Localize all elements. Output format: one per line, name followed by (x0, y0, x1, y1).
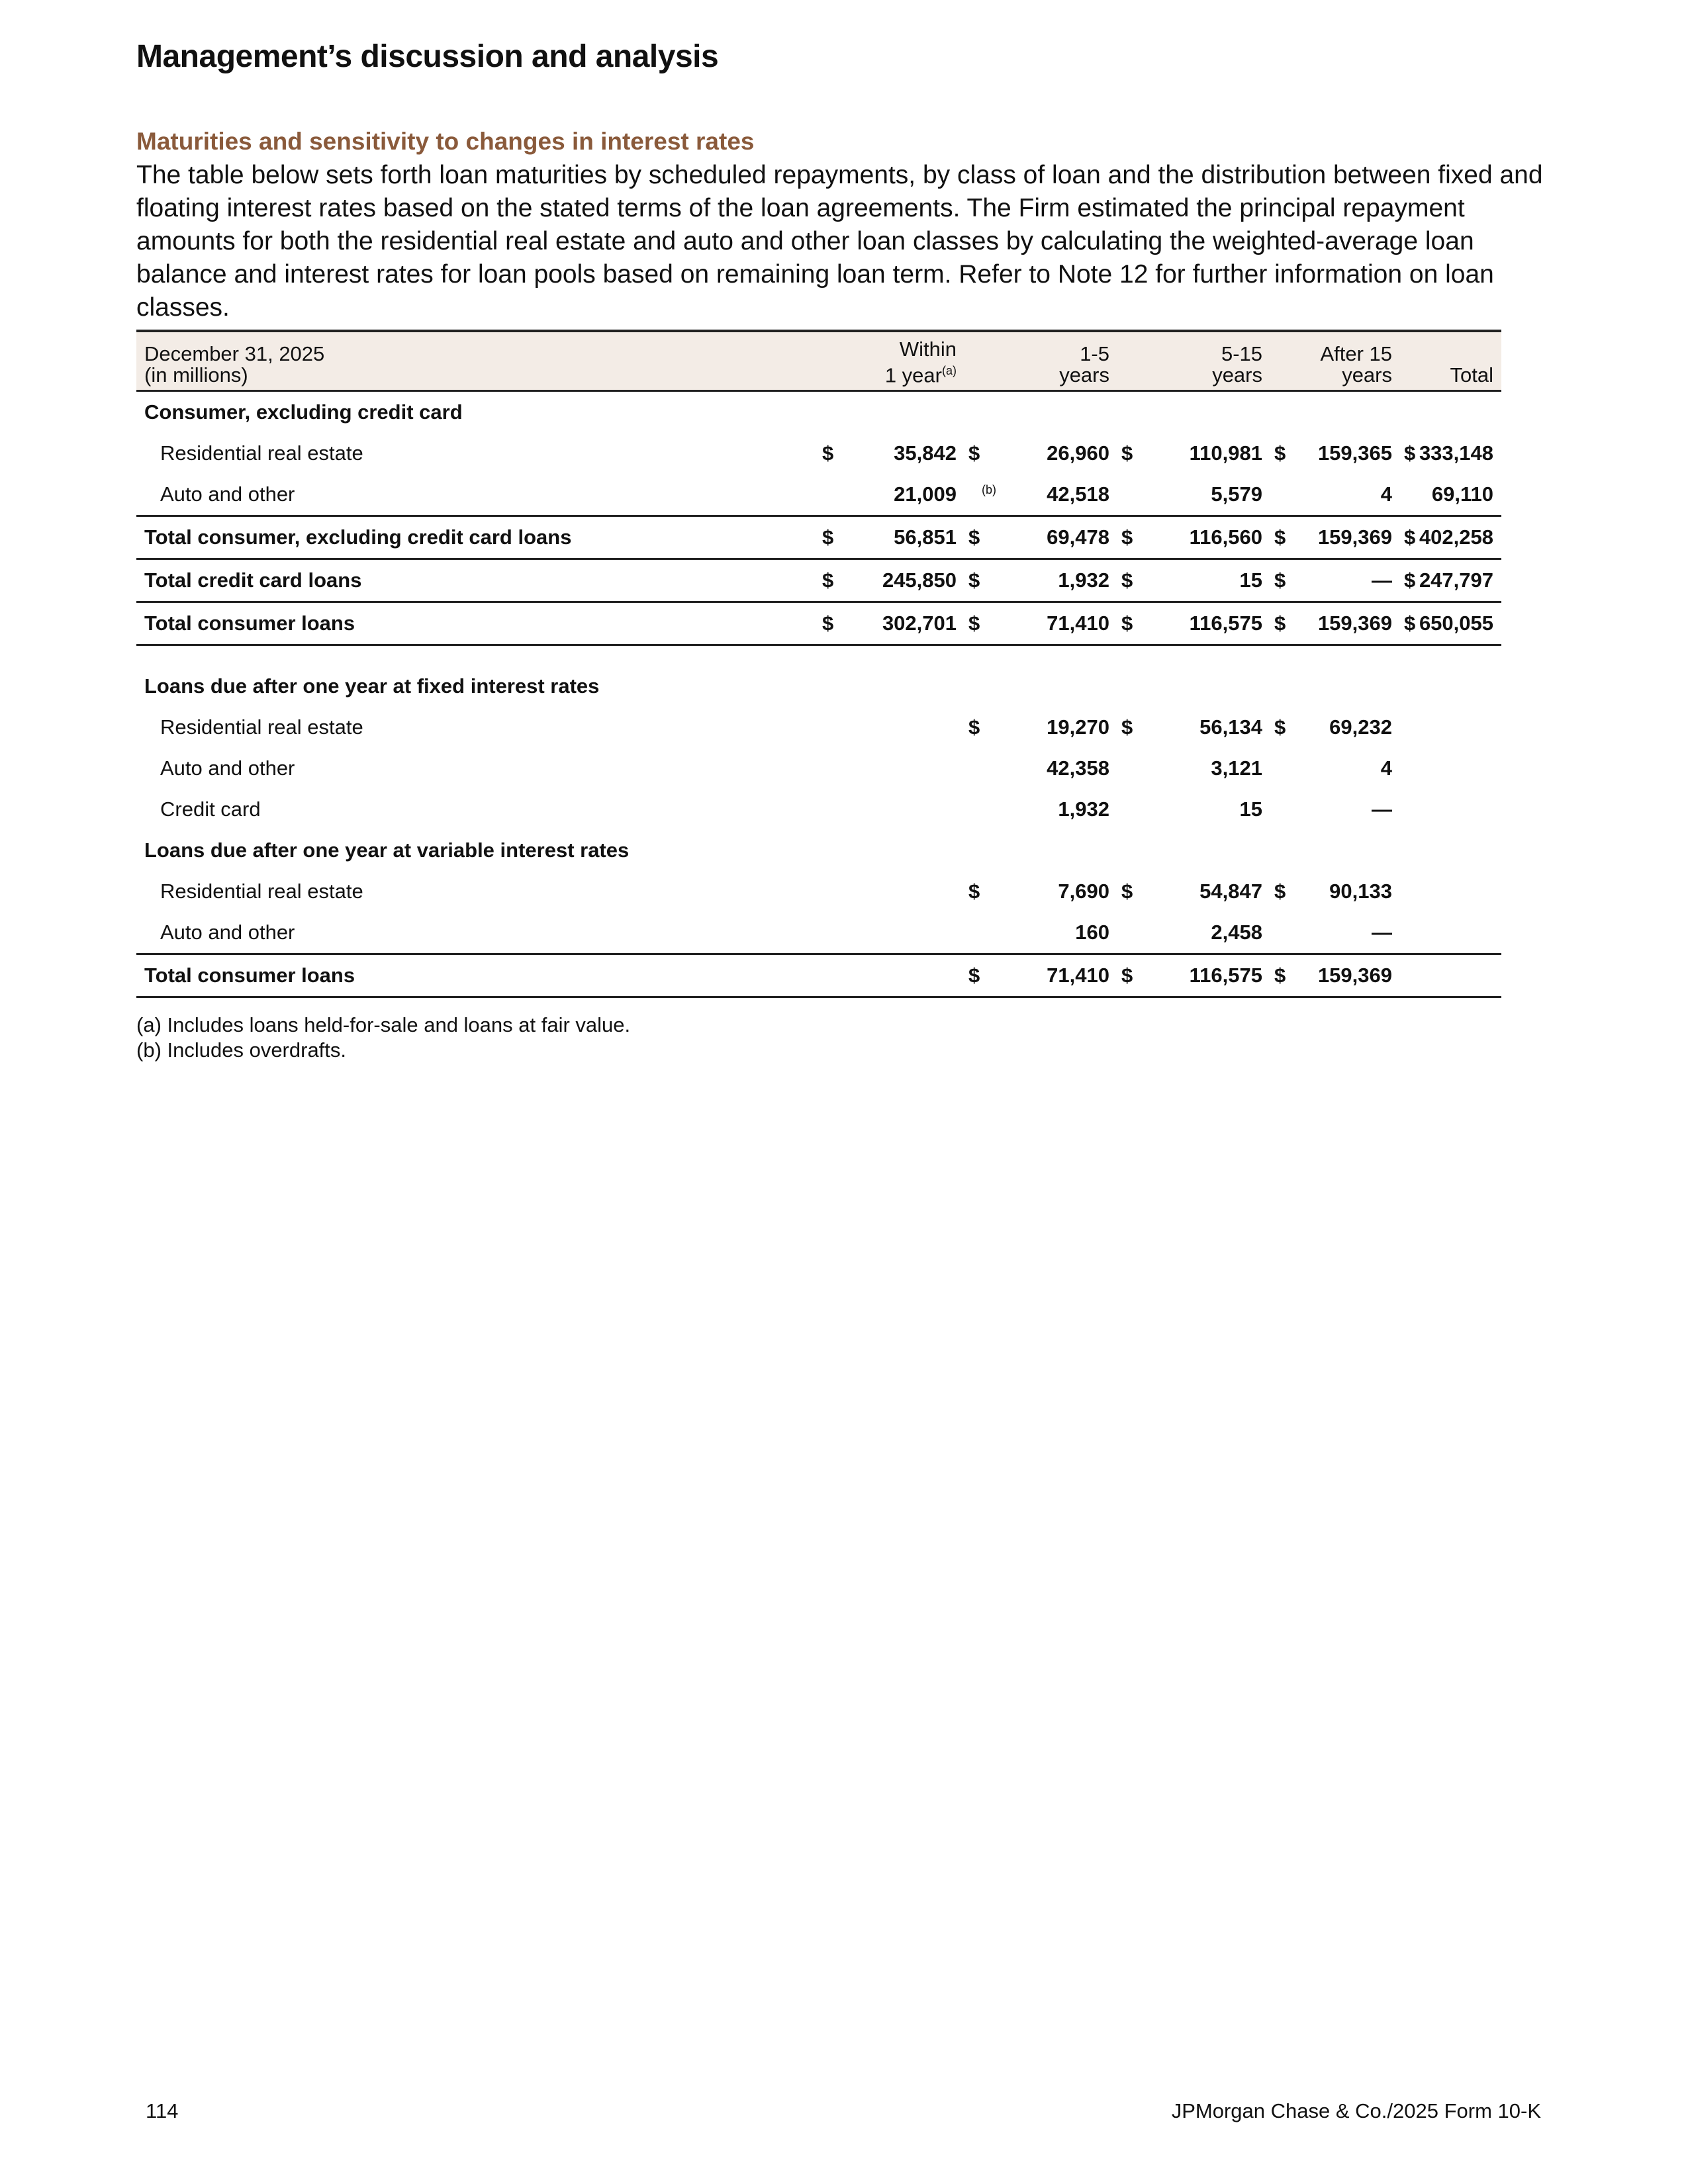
cell-value: 245,850 (882, 569, 957, 592)
header-5-15-years (1117, 331, 1270, 391)
cell-value: 69,478 (1047, 525, 1109, 549)
footnotes (136, 1013, 630, 1063)
table-row (136, 912, 1501, 954)
cell-after-15-years (1270, 748, 1400, 789)
cell-value: 71,410 (1047, 964, 1109, 987)
currency-symbol: $ (1121, 569, 1133, 592)
cell-value: 69,232 (1329, 715, 1392, 739)
currency-symbol: $ (1274, 880, 1286, 903)
currency-symbol: $ (822, 569, 834, 592)
cell-5-15-years (1117, 516, 1270, 559)
cell-5-15-years (1117, 912, 1270, 954)
empty-cell (818, 789, 964, 830)
empty-cell (818, 748, 964, 789)
cell-value: 21,009 (894, 482, 957, 506)
section-heading: Maturities and sensitivity to changes in interest rates (136, 128, 755, 155)
cell-value: 1,932 (1058, 569, 1109, 592)
currency-symbol: $ (968, 880, 980, 903)
empty-cell (1400, 748, 1501, 789)
currency-symbol: $ (822, 612, 834, 635)
cell-after-15-years (1270, 954, 1400, 997)
cell-value: 159,369 (1317, 525, 1392, 549)
cell-value: 90,133 (1329, 880, 1392, 903)
row-label: Total consumer, excluding credit card loans (136, 516, 818, 559)
empty-cell (818, 912, 964, 954)
cell-value: 159,365 (1317, 441, 1392, 465)
header-date-cell (136, 331, 818, 391)
total-row (136, 559, 1501, 602)
currency-symbol: $ (968, 964, 980, 987)
header-within-line2 (826, 360, 957, 386)
cell-value: 56,851 (894, 525, 957, 549)
header-within-line1: Within (899, 338, 957, 361)
cell-total (1400, 559, 1501, 602)
section-label: Loans due after one year at fixed interest rates (144, 674, 600, 698)
cell-1-5-years (964, 474, 1117, 516)
header-col3-line1: 5-15 (1221, 342, 1262, 366)
currency-symbol: $ (1121, 441, 1133, 465)
currency-symbol: $ (1274, 525, 1286, 549)
cell-value: — (1372, 797, 1392, 821)
currency-symbol: $ (1274, 569, 1286, 592)
header-col4-line2: years (1342, 363, 1392, 387)
currency-symbol: $ (1404, 612, 1416, 635)
header-col2-line2: years (1059, 363, 1109, 387)
header-within-text: 1 year (884, 363, 942, 387)
cell-value: 116,560 (1189, 525, 1262, 549)
currency-symbol: $ (1404, 441, 1416, 465)
spacer-row (136, 645, 1501, 666)
cell-value: 7,690 (1058, 880, 1109, 903)
cell-value: — (1372, 569, 1392, 592)
cell-value: 116,575 (1189, 964, 1262, 987)
currency-symbol: $ (1121, 880, 1133, 903)
total-row (136, 954, 1501, 997)
currency-symbol: $ (1274, 964, 1286, 987)
cell-value: 15 (1239, 797, 1262, 821)
cell-5-15-years (1117, 707, 1270, 748)
currency-symbol: $ (968, 569, 980, 592)
section-label: Consumer, excluding credit card (144, 400, 463, 424)
cell-5-15-years (1117, 871, 1270, 912)
cell-total (1400, 433, 1501, 474)
header-col3-line2: years (1212, 363, 1262, 387)
cell-within-1-year (818, 602, 964, 645)
table-row (136, 748, 1501, 789)
row-label: Total consumer loans (136, 954, 818, 997)
cell-value: 4 (1380, 756, 1392, 780)
cell-after-15-years (1270, 789, 1400, 830)
currency-symbol: $ (1121, 964, 1133, 987)
cell-value: 4 (1380, 482, 1392, 506)
row-label: Total credit card loans (136, 559, 818, 602)
row-label: Residential real estate (160, 441, 363, 465)
cell-value: 402,258 (1419, 525, 1493, 549)
currency-symbol: $ (968, 441, 980, 465)
cell-value: 110,981 (1189, 441, 1262, 465)
page-title: Management’s discussion and analysis (136, 39, 719, 74)
header-date: December 31, 2025 (144, 342, 325, 366)
cell-value: 1,932 (1058, 797, 1109, 821)
cell-value: 26,960 (1047, 441, 1109, 465)
cell-after-15-years (1270, 602, 1400, 645)
currency-symbol: $ (822, 441, 834, 465)
header-after-15-years (1270, 331, 1400, 391)
cell-value: 159,369 (1317, 964, 1392, 987)
cell-value: 35,842 (894, 441, 957, 465)
cell-value: 42,358 (1047, 756, 1109, 780)
cell-value: 116,575 (1189, 612, 1262, 635)
loan-maturities-table (136, 330, 1501, 998)
cell-5-15-years (1117, 474, 1270, 516)
row-label: Total consumer loans (136, 602, 818, 645)
row-label: Auto and other (160, 756, 295, 780)
empty-cell (1400, 789, 1501, 830)
cell-after-15-years (1270, 559, 1400, 602)
table-row (136, 433, 1501, 474)
cell-value: 160 (1075, 921, 1109, 944)
cell-after-15-years (1270, 707, 1400, 748)
table-row (136, 789, 1501, 830)
currency-symbol: $ (1404, 525, 1416, 549)
footnote-a-marker: (a) (942, 364, 957, 377)
cell-after-15-years (1270, 871, 1400, 912)
intro-paragraph: The table below sets forth loan maturities by scheduled repayments, by class of loan and the distribution between fixed and floating interest rates based on the stated terms of the loan agreements. The Firm estimated the principal repayment amounts for both the residential real estate and auto and other loan classes by calculating the weighted-average loan balance and interest rates for loan pools based on remaining loan term. Refer to Note 12 for further information on loan classes. (136, 161, 1543, 322)
cell-value: 302,701 (882, 612, 957, 635)
cell-total (1400, 516, 1501, 559)
cell-5-15-years (1117, 602, 1270, 645)
total-row (136, 516, 1501, 559)
empty-cell (1400, 871, 1501, 912)
cell-value: — (1372, 921, 1392, 944)
cell-after-15-years (1270, 433, 1400, 474)
cell-5-15-years (1117, 789, 1270, 830)
footer-doc-title: JPMorgan Chase & Co./2025 Form 10-K (1171, 2099, 1541, 2122)
currency-symbol: $ (968, 525, 980, 549)
cell-1-5-years (964, 954, 1117, 997)
empty-cell (818, 954, 964, 997)
header-col4-line1: After 15 (1320, 342, 1392, 366)
currency-symbol: $ (1274, 612, 1286, 635)
cell-1-5-years (964, 707, 1117, 748)
empty-cell (818, 707, 964, 748)
currency-symbol: $ (1274, 441, 1286, 465)
cell-within-1-year (818, 433, 964, 474)
cell-1-5-years (964, 602, 1117, 645)
cell-after-15-years (1270, 516, 1400, 559)
cell-value: 54,847 (1199, 880, 1262, 903)
section-row (136, 666, 1501, 707)
section-row (136, 830, 1501, 871)
table-row (136, 474, 1501, 516)
cell-value: 3,121 (1211, 756, 1262, 780)
cell-value: 42,518 (1047, 482, 1109, 506)
row-label: Residential real estate (160, 880, 363, 903)
cell-value: 69,110 (1431, 482, 1493, 506)
cell-1-5-years (964, 559, 1117, 602)
cell-after-15-years (1270, 912, 1400, 954)
cell-total (1400, 474, 1501, 516)
cell-within-1-year (818, 516, 964, 559)
cell-value: 56,134 (1199, 715, 1262, 739)
table-header-row (136, 331, 1501, 391)
footnote-a: (a) Includes loans held-for-sale and loans at fair value. (136, 1013, 631, 1036)
empty-cell (818, 871, 964, 912)
currency-symbol: $ (1121, 715, 1133, 739)
header-col2-line1: 1-5 (1080, 342, 1109, 366)
cell-total (1400, 602, 1501, 645)
cell-after-15-years (1270, 474, 1400, 516)
footnote-b: (b) Includes overdrafts. (136, 1038, 347, 1062)
cell-1-5-years (964, 748, 1117, 789)
cell-5-15-years (1117, 748, 1270, 789)
cell-value: 71,410 (1047, 612, 1109, 635)
currency-symbol: $ (1121, 525, 1133, 549)
currency-symbol: $ (1404, 569, 1416, 592)
table-row (136, 707, 1501, 748)
cell-within-1-year (818, 474, 996, 516)
section-label: Loans due after one year at variable interest rates (144, 839, 630, 862)
spacer-cell (136, 645, 1501, 666)
empty-cell (1400, 912, 1501, 954)
row-label: Auto and other (160, 482, 295, 506)
row-label: Credit card (160, 797, 261, 821)
cell-5-15-years (1117, 954, 1270, 997)
cell-value: 2,458 (1211, 921, 1262, 944)
loan-maturities-table-container (136, 330, 1501, 998)
section-row (136, 391, 1501, 433)
currency-symbol: $ (968, 715, 980, 739)
cell-5-15-years (1117, 559, 1270, 602)
cell-1-5-years (964, 789, 1117, 830)
currency-symbol: $ (1121, 612, 1133, 635)
table-row (136, 871, 1501, 912)
cell-value: 650,055 (1419, 612, 1493, 635)
cell-1-5-years (964, 433, 1117, 474)
cell-1-5-years (964, 516, 1117, 559)
empty-cell (1400, 707, 1501, 748)
cell-value: 5,579 (1211, 482, 1262, 506)
cell-5-15-years (1117, 433, 1270, 474)
cell-value: 19,270 (1047, 715, 1109, 739)
header-within-1-year (818, 331, 964, 391)
total-row (136, 602, 1501, 645)
header-1-5-years (964, 331, 1117, 391)
empty-cell (1400, 954, 1501, 997)
header-units: (in millions) (144, 363, 248, 387)
cell-value: 159,369 (1317, 612, 1392, 635)
footnote-b-marker: (b) (982, 483, 996, 497)
row-label: Auto and other (160, 921, 295, 944)
currency-symbol: $ (1274, 715, 1286, 739)
currency-symbol: $ (968, 612, 980, 635)
cell-within-1-year (818, 559, 964, 602)
row-label: Residential real estate (160, 715, 363, 739)
cell-1-5-years (964, 912, 1117, 954)
currency-symbol: $ (822, 525, 834, 549)
header-total: Total (1400, 331, 1501, 391)
cell-value: 333,148 (1419, 441, 1493, 465)
cell-1-5-years (964, 871, 1117, 912)
cell-value: 247,797 (1419, 569, 1493, 592)
cell-value: 15 (1239, 569, 1262, 592)
page-number: 114 (146, 2099, 179, 2122)
